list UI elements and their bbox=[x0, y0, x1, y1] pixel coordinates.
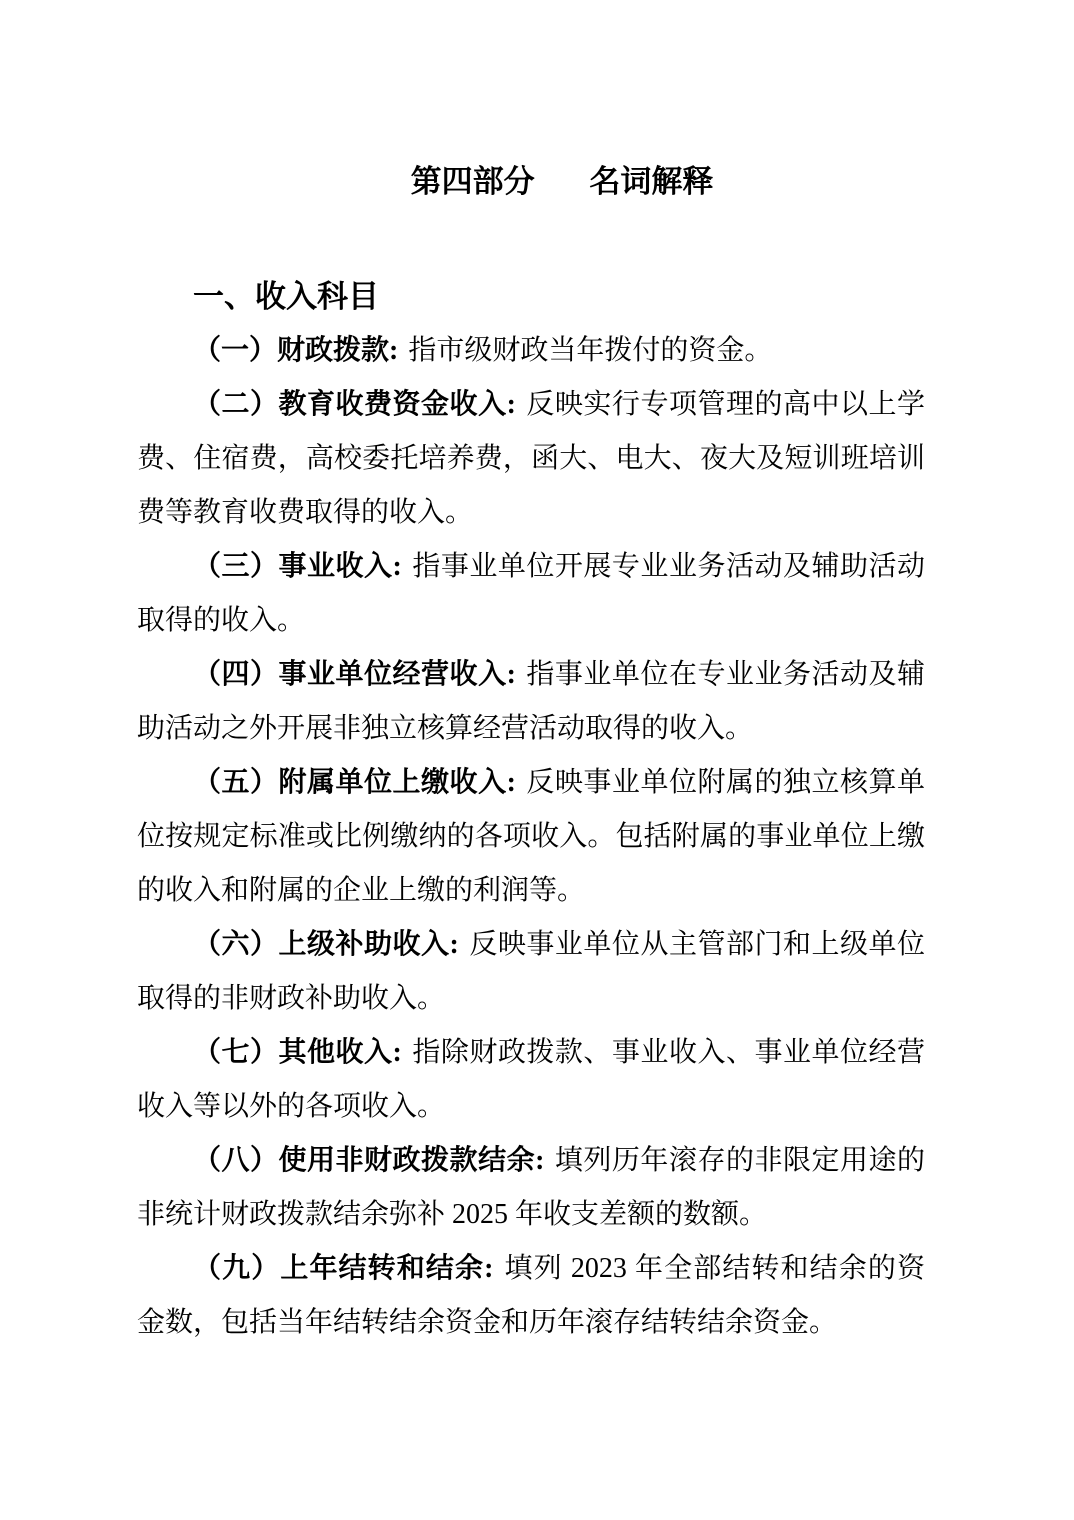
term-definition-4: 指事业单位在专业业务活动及辅助活动之外开展非独立核算经营活动取得的收入。 bbox=[137, 659, 925, 744]
term-definition-6: 反映事业单位从主管部门和上级单位取得的非财政补助收入。 bbox=[137, 929, 925, 1014]
term-label-4: （四）事业单位经营收入: bbox=[193, 659, 516, 690]
term-label-8: （八）使用非财政拨款结余: bbox=[193, 1145, 545, 1176]
document-title-part-left: 第四部分 bbox=[410, 164, 535, 199]
definition-item-4 bbox=[137, 648, 925, 756]
term-label-6: （六）上级补助收入: bbox=[193, 929, 459, 960]
definition-item-8 bbox=[137, 1134, 925, 1242]
term-label-5: （五）附属单位上缴收入: bbox=[193, 767, 516, 798]
definition-item-7 bbox=[137, 1026, 925, 1134]
section-heading-income-items: 一、收入科目 bbox=[193, 279, 379, 314]
definition-item-9 bbox=[137, 1242, 925, 1350]
term-definition-3: 指事业单位开展专业业务活动及辅助活动取得的收入。 bbox=[137, 551, 925, 636]
term-definition-7: 指除财政拨款、事业收入、事业单位经营收入等以外的各项收入。 bbox=[137, 1037, 925, 1122]
term-label-1: （一）财政拨款: bbox=[193, 335, 399, 366]
term-definition-2: 反映实行专项管理的高中以上学费、住宿费，高校委托培养费，函大、电大、夜大及短训班培训费等教育收费取得的收入。 bbox=[137, 389, 925, 528]
definition-item-3 bbox=[137, 540, 925, 648]
term-label-2: （二）教育收费资金收入: bbox=[193, 389, 516, 420]
term-definition-1: 指市级财政当年拨付的资金。 bbox=[408, 335, 773, 366]
document-title bbox=[168, 160, 956, 204]
term-label-9: （九）上年结转和结余: bbox=[193, 1253, 494, 1284]
definition-item-5 bbox=[137, 756, 925, 918]
definition-item-1 bbox=[137, 324, 925, 378]
definition-item-6 bbox=[137, 918, 925, 1026]
document-title-part-right: 名词解释 bbox=[589, 164, 714, 199]
term-label-7: （七）其他收入: bbox=[193, 1037, 402, 1068]
term-definition-9: 填列 2023 年全部结转和结余的资金数，包括当年结转结余资金和历年滚存结转结余资金。 bbox=[137, 1253, 925, 1338]
definition-item-2 bbox=[137, 378, 925, 540]
term-label-3: （三）事业收入: bbox=[193, 551, 402, 582]
term-definition-5: 反映事业单位附属的独立核算单位按规定标准或比例缴纳的各项收入。包括附属的事业单位上缴的收入和附属的企业上缴的利润等。 bbox=[137, 767, 925, 906]
term-definition-8: 填列历年滚存的非限定用途的非统计财政拨款结余弥补 2025 年收支差额的数额。 bbox=[137, 1145, 925, 1230]
